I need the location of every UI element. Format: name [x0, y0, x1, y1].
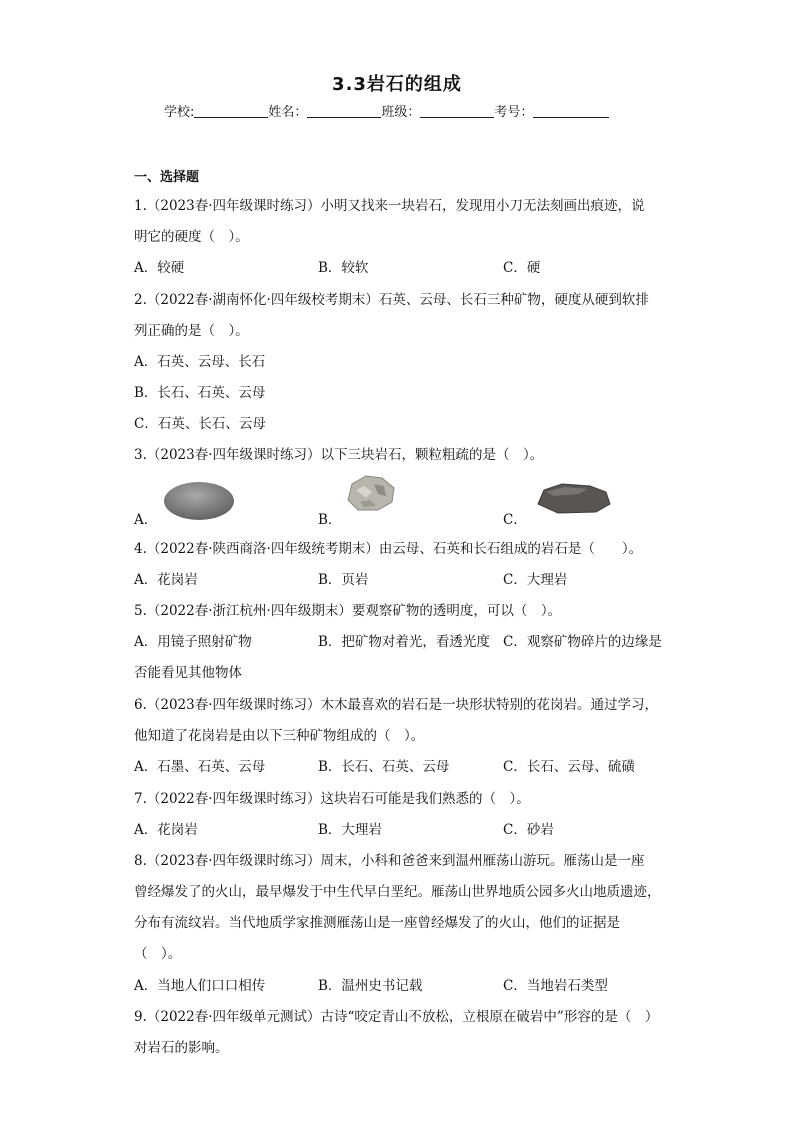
question-6-option-c[interactable]: C．长石、云母、硫磺	[503, 759, 635, 775]
question-2-option-a[interactable]: A．石英、云母、长石	[134, 354, 266, 370]
question-7-line-1: 7.（2022春·四年级课时练习）这块岩石可能是我们熟悉的（ ）。	[134, 791, 530, 807]
question-3-option-c[interactable]: C．	[503, 512, 527, 528]
name-label: 姓名：	[268, 105, 308, 120]
question-2-line-1: 2.（2022春·湖南怀化·四年级校考期末）石英、云母、长石三种矿物，硬度从硬到软排	[134, 292, 649, 308]
question-3-option-b[interactable]: B．	[318, 512, 342, 528]
question-5-option-c-continued[interactable]: 否能看见其他物体	[134, 665, 242, 681]
question-5-option-c[interactable]: C．观察矿物碎片的边缘是	[503, 634, 662, 650]
question-7-option-b[interactable]: B．大理岩	[318, 822, 382, 838]
question-7-option-c[interactable]: C．砂岩	[503, 822, 554, 838]
question-2-line-2: 列正确的是（ ）。	[134, 323, 249, 339]
question-4-option-a[interactable]: A．花岗岩	[134, 572, 198, 588]
question-1-line-1: 1.（2023春·四年级课时练习）小明又找来一块岩石，发现用小刀无法刻画出痕迹，说	[134, 198, 645, 214]
question-8-line-3: 分布有流纹岩。当代地质学家推测雁荡山是一座曾经爆发了的火山，他们的证据是	[134, 915, 620, 931]
student-info-line	[164, 101, 609, 120]
question-6-line-2: 他知道了花岗岩是由以下三种矿物组成的（ ）。	[134, 728, 425, 744]
question-3-option-a[interactable]: A．	[134, 512, 158, 528]
class-blank[interactable]	[420, 105, 494, 118]
question-7-option-a[interactable]: A．花岗岩	[134, 822, 198, 838]
page-title: 3.3岩石的组成	[332, 74, 462, 95]
question-9-line-1: 9.（2022春·四年级单元测试）古诗“咬定青山不放松，立根原在破岩中”形容的是（ ）	[134, 1009, 659, 1025]
rock-a-image	[162, 476, 236, 522]
question-2-option-b[interactable]: B．长石、石英、云母	[134, 385, 266, 401]
section-title: 一、选择题	[134, 170, 200, 185]
question-1-line-2: 明它的硬度（ ）。	[134, 229, 249, 245]
name-blank[interactable]	[307, 105, 381, 118]
question-4-line-1: 4.（2022春·陕西商洛·四年级统考期末）由云母、石英和长石组成的岩石是（ ）。	[134, 541, 643, 557]
question-6-option-b[interactable]: B．长石、石英、云母	[318, 759, 450, 775]
school-blank[interactable]	[194, 105, 268, 118]
class-label: 班级：	[381, 105, 421, 120]
question-8-option-c[interactable]: C．当地岩石类型	[503, 978, 608, 994]
question-8-line-4: （ ）。	[134, 946, 182, 962]
question-5-option-a[interactable]: A．用镜子照射矿物	[134, 634, 252, 650]
question-3-line-1: 3.（2023春·四年级课时练习）以下三块岩石，颗粒粗疏的是（ ）。	[134, 447, 544, 463]
question-4-option-c[interactable]: C．大理岩	[503, 572, 568, 588]
rock-c-image	[534, 480, 614, 516]
question-4-option-b[interactable]: B．页岩	[318, 572, 369, 588]
question-1-option-a[interactable]: A．较硬	[134, 260, 185, 276]
question-5-line-1: 5.（2022春·浙江杭州·四年级期末）要观察矿物的透明度，可以（ ）。	[134, 603, 562, 619]
question-8-option-b[interactable]: B．温州史书记载	[318, 978, 423, 994]
question-1-option-c[interactable]: C．硬	[503, 260, 541, 276]
question-6-option-a[interactable]: A．石墨、石英、云母	[134, 759, 266, 775]
question-2-option-c[interactable]: C．石英、长石、云母	[134, 416, 266, 432]
question-8-line-1: 8.（2023春·四年级课时练习）周末，小科和爸爸来到温州雁荡山游玩。雁荡山是一座	[134, 853, 645, 869]
question-1-option-b[interactable]: B．较软	[318, 260, 369, 276]
question-8-line-2: 曾经爆发了的火山，最早爆发于中生代早白垩纪。雁荡山世界地质公园多火山地质遗迹，	[134, 884, 661, 900]
number-label: 考号：	[494, 105, 534, 120]
school-label: 学校:	[164, 105, 195, 120]
question-6-line-1: 6.（2023春·四年级课时练习）木木最喜欢的岩石是一块形状特别的花岗岩。通过学习，	[134, 697, 659, 713]
number-blank[interactable]	[533, 105, 609, 118]
question-8-option-a[interactable]: A．当地人们口口相传	[134, 978, 266, 994]
question-9-line-2: 对岩石的影响。	[134, 1040, 229, 1056]
question-5-option-b[interactable]: B．把矿物对着光，看透光度	[318, 634, 490, 650]
rock-b-image	[342, 470, 398, 514]
